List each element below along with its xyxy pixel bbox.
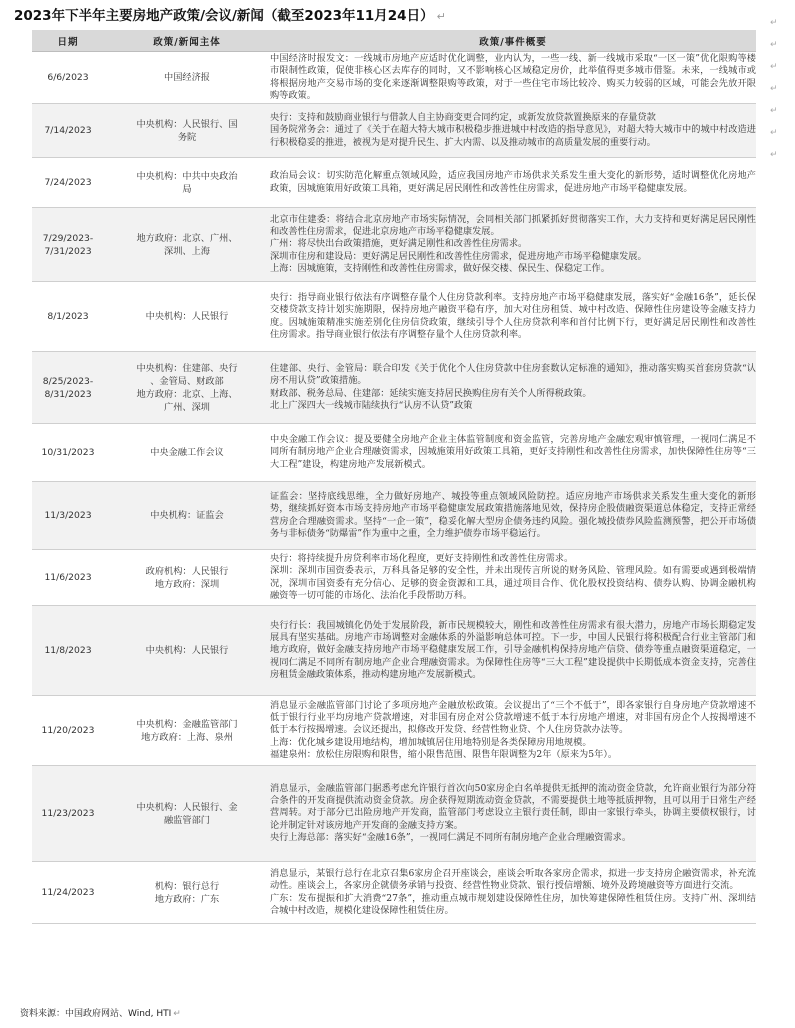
summary-paragraph: 央行行长：我国城镇化仍处于发展阶段，新市民规模较大，刚性和改善性住房需求有很大潜力，房地产市场长期稳定发展具有坚实基础。房地产市场调整对金融体系的外溢影响总体可控。下一步，中国人民银行将积极配合行业主管部门和地方政府，做好金融支持房地产市场平稳健康发展工作，引导金融机构保持房地产信贷、债券等重点融资渠道稳定，一视同仁满足不同所有制房地产企业合理融资需求。为保障性住房等“三大工程”建设提供中长期低成本资金支持，完善住房租赁金融政策体系，推动构建房地产发展新模式。 xyxy=(270,619,756,680)
paragraph-mark-icon: ↵ xyxy=(436,10,446,23)
table-row xyxy=(32,482,756,550)
summary-paragraph: 上海：因城施策，支持刚性和改善性住房需求，做好保交楼、保民生、保稳定工作。 xyxy=(270,262,610,274)
entity-text: 务院 xyxy=(177,131,197,143)
summary-paragraph: 住建部、央行、金管局：联合印发《关于优化个人住房贷款中住房套数认定标准的通知》，推动落实购买首套房贷款“认房不用认贷”政策措施。 xyxy=(270,363,756,387)
date-text: 11/23/2023 xyxy=(41,808,95,819)
entity-text: 地方政府：深圳 xyxy=(154,578,220,590)
summary-paragraph: 政治局会议：切实防范化解重点领域风险，适应我国房地产市场供求关系发生重大变化的新形势，适时调整优化房地产政策，因城施策用好政策工具箱，更好满足居民刚性和改善性住房需求，促进房地产市场平稳健康发展。 xyxy=(270,170,756,194)
summary-cell xyxy=(270,862,756,924)
date-text: 10/31/2023 xyxy=(41,447,95,458)
summary-cell xyxy=(270,208,756,282)
entity-text: 中央机构：中共中央政治 xyxy=(136,170,238,182)
entity-cell xyxy=(104,352,270,424)
date-text: 7/29/2023- xyxy=(42,232,94,244)
entity-text: 中央机构：金融监管部门 xyxy=(136,718,238,730)
summary-cell xyxy=(270,282,756,352)
summary-cell xyxy=(270,766,756,862)
summary-paragraph: 央行：将持续提升房贷利率市场化程度，更好支持刚性和改善性住房需求。 xyxy=(270,553,574,565)
date-cell xyxy=(32,158,104,208)
entity-text: 广州、深圳 xyxy=(164,401,210,413)
summary-cell xyxy=(270,104,756,158)
summary-paragraph: 国务院常务会：通过了《关于在超大特大城市积极稳步推进城中村改造的指导意见》，对超大特大城市中的城中村改造进行积极稳妥的推进，被视为是对提升民生、扩大内需、以及推动城市的高质量发展的重要行动。 xyxy=(270,124,756,148)
entity-cell xyxy=(104,482,270,550)
paragraph-mark-icon: ↵ xyxy=(770,106,778,116)
table-row xyxy=(32,862,756,924)
table-row xyxy=(32,550,756,606)
summary-cell xyxy=(270,482,756,550)
entity-cell xyxy=(104,862,270,924)
entity-text: 政府机构：人民银行 xyxy=(145,565,229,577)
table-row xyxy=(32,52,756,104)
column-header-summary: 政策/事件概要 xyxy=(270,30,756,52)
date-text: 7/24/2023 xyxy=(44,177,92,188)
summary-paragraph: 深圳：深圳市国资委表示，万科具备足够的安全性，并未出现传言所说的财务风险、管理风险。如有需要或遇到极端情况，深圳市国资委有充分信心、足够的资金资源和工具，通过项目合作、优化股权投资结构、债券认购、协调金融机构融资等一切可能的市场化、法治化手段帮助万科。 xyxy=(270,565,756,601)
date-cell xyxy=(32,104,104,158)
summary-paragraph: 央行：指导商业银行依法有序调整存量个人住房贷款利率。支持房地产市场平稳健康发展，落实好“金融16条”，延长保交楼贷款支持计划实施期限，保持房地产融资平稳有序，加大对住房租赁、城中村改造、保障性住房建设等金融支持力度。因城施策精准实施差别化住房信贷政策，继续引导个人住房贷款利率和首付比例下行，更好满足居民刚性和改善性住房需求。指导商业银行依法有序调整存量个人住房贷款利率。 xyxy=(270,292,756,340)
paragraph-mark-icon: ↵ xyxy=(770,62,778,72)
summary-paragraph: 中国经济时报发文：一线城市房地产应适时优化调整，业内认为，一些一线、新一线城市采取“一区一策”优化限购等楼市限制性政策，促使非核心区去库存的同时，又不影响核心区域稳定房价，此举值得更多城市借鉴。未来，一线城市或将根据房地产交易市场的变化来逐渐调整限购等政策，对于一些住宅市场比较冷、购买力较弱的区域，可能会先放开限购等政策。 xyxy=(270,53,756,101)
summary-cell xyxy=(270,158,756,208)
summary-paragraph: 消息显示，金融监管部门据悉考虑允许银行首次向50家房企白名单提供无抵押的流动资金贷款，允许商业银行为部分符合条件的开发商提供流动资金贷款。房企获得短期流动资金贷款，不需要提供土地等抵质押物，且可以用于日常生产经营周转。对于部分已出险房地产开发商，监管部门考虑设立主银行责任制，即由一家银行牵头，协调主要债权银行，讨论并制定针对该房地产开发商的金融支持方案。 xyxy=(270,782,756,831)
paragraph-mark-icon: ↵ xyxy=(770,18,778,28)
entity-cell xyxy=(104,606,270,696)
entity-text: 深圳、上海 xyxy=(164,245,210,257)
entity-cell xyxy=(104,208,270,282)
date-cell xyxy=(32,696,104,766)
summary-cell xyxy=(270,696,756,766)
date-cell xyxy=(32,550,104,606)
entity-text: 融监管部门 xyxy=(164,814,210,826)
date-text: 6/6/2023 xyxy=(47,72,89,83)
summary-paragraph: 央行上海总部：落实好“金融16条”，一视同仁满足不同所有制房地产企业合理融资需求。 xyxy=(270,831,632,843)
entity-cell xyxy=(104,52,270,104)
table-header-row xyxy=(32,30,756,52)
date-text: 11/8/2023 xyxy=(44,645,92,656)
entity-text: 中央金融工作会议 xyxy=(150,447,224,458)
entity-text: 、金管局、财政部 xyxy=(150,375,224,387)
entity-cell xyxy=(104,104,270,158)
date-text: 7/31/2023 xyxy=(44,245,92,257)
summary-paragraph: 财政部、税务总局、住建部：延续实施支持居民换购住房有关个人所得税政策。 xyxy=(270,387,592,399)
date-cell xyxy=(32,282,104,352)
entity-text: 中央机构：人民银行 xyxy=(145,311,229,322)
paragraph-mark-icon: ↵ xyxy=(770,128,778,138)
date-text: 11/6/2023 xyxy=(44,572,92,583)
entity-text: 中国经济报 xyxy=(164,72,210,83)
paragraph-mark-icon: ↵ xyxy=(770,40,778,50)
entity-cell xyxy=(104,282,270,352)
date-cell xyxy=(32,862,104,924)
entity-text: 中央机构：人民银行 xyxy=(145,645,229,656)
column-header-entity: 政策/新闻主体 xyxy=(104,30,270,52)
entity-cell xyxy=(104,550,270,606)
summary-paragraph: 上海：优化城乡建设用地结构，增加城镇居住用地特别是各类保障房用地规模。 xyxy=(270,736,592,748)
date-cell xyxy=(32,606,104,696)
date-text: 8/1/2023 xyxy=(47,311,89,322)
summary-paragraph: 广东：发布提振和扩大消费“27条”，推动重点城市规划建设保障性住房，加快筹建保障性租赁住房。支持广州、深圳结合城中村改造，规模化建设保障性租赁住房。 xyxy=(270,892,756,916)
entity-text: 地方政府：北京、上海、 xyxy=(136,388,238,400)
table-row xyxy=(32,766,756,862)
paragraph-mark-icon: ↵ xyxy=(770,84,778,94)
paragraph-mark-icon: ↵ xyxy=(770,150,778,160)
summary-paragraph: 深圳市住房和建设局：更好满足居民刚性和改善性住房需求，促进房地产市场平稳健康发展。 xyxy=(270,250,647,262)
entity-cell xyxy=(104,424,270,482)
summary-cell xyxy=(270,52,756,104)
summary-paragraph: 北上广深四大一线城市陆续执行“认房不认贷”政策 xyxy=(270,399,473,411)
source-note: 资料来源：中国政府网站、Wind, HTI ↵ xyxy=(20,1009,181,1019)
entity-cell xyxy=(104,766,270,862)
summary-cell xyxy=(270,424,756,482)
table-row xyxy=(32,424,756,482)
entity-text: 中央机构：人民银行、金 xyxy=(136,801,238,813)
summary-cell xyxy=(270,352,756,424)
summary-paragraph: 消息显示金融监管部门讨论了多项房地产金融放松政策。会议提出了“三个不低于”，即各家银行自身房地产贷款增速不低于银行行业平均房地产贷款增速，对非国有房企对公贷款增速不低于本行房地产增速，对非国有房企个人按揭增速不低于本行按揭增速。会议还提出，拟修改开发贷、经营性物业贷、个人住房贷款办法等。 xyxy=(270,699,756,736)
date-text: 7/14/2023 xyxy=(44,125,92,136)
date-text: 11/20/2023 xyxy=(41,725,95,736)
table-row xyxy=(32,352,756,424)
entity-text: 中央机构：证监会 xyxy=(150,510,224,521)
paragraph-mark-icon: ↵ xyxy=(173,1009,181,1019)
entity-text: 地方政府：北京、广州、 xyxy=(136,232,238,244)
summary-paragraph: 中央金融工作会议：提及要健全房地产企业主体监管制度和资金监管，完善房地产金融宏观审慎管理，一视同仁满足不同所有制房地产企业合理融资需求，因城施策用好政策工具箱，更好支持刚性和改善性住房需求，加快保障性住房等“三大工程”建设，构建房地产发展新模式。 xyxy=(270,434,756,470)
date-text: 11/3/2023 xyxy=(44,510,92,521)
entity-text: 机构：银行总行 xyxy=(154,880,220,892)
summary-cell xyxy=(270,606,756,696)
entity-text: 中央机构：人民银行、国 xyxy=(136,118,238,130)
table-row xyxy=(32,606,756,696)
date-cell xyxy=(32,208,104,282)
date-cell xyxy=(32,766,104,862)
summary-paragraph: 央行：支持和鼓励商业银行与借款人自主协商变更合同约定，或新发放贷款置换原来的存量贷款 xyxy=(270,112,656,124)
policy-table xyxy=(32,30,756,924)
date-cell xyxy=(32,482,104,550)
column-header-date: 日期 xyxy=(32,30,104,52)
date-cell xyxy=(32,424,104,482)
entity-text: 局 xyxy=(182,183,192,195)
date-cell xyxy=(32,352,104,424)
table-row xyxy=(32,208,756,282)
table-row xyxy=(32,104,756,158)
date-text: 8/31/2023 xyxy=(44,388,92,400)
entity-cell xyxy=(104,696,270,766)
summary-paragraph: 证监会：坚持底线思维，全力做好房地产、城投等重点领域风险防控。适应房地产市场供求关系发生重大变化的新形势，继续抓好资本市场支持房地产市场平稳健康发展政策措施落地见效，保持房企股债融资渠道总体稳定，支持正常经营房企合理融资需求。坚持“一企一策”，稳妥化解大型房企债务违约风险。强化城投债券风险监测预警，把公开市场债务与非标债务“防爆雷”作为重中之重，全力维护债券市场平稳运行。 xyxy=(270,491,756,539)
summary-cell xyxy=(270,550,756,606)
entity-cell xyxy=(104,158,270,208)
entity-text: 地方政府：广东 xyxy=(154,893,220,905)
table-row xyxy=(32,158,756,208)
table-row xyxy=(32,282,756,352)
summary-paragraph: 消息显示，某银行总行在北京召集6家房企召开座谈会，座谈会听取各家房企需求，拟进一步支持房企融资需求，补充流动性。座谈会上，各家房企就债务承销与投资、经营性物业贷款、银行授信增额、境外及跨境融资等方面进行交流。 xyxy=(270,868,756,892)
date-text: 8/25/2023- xyxy=(42,375,94,387)
summary-paragraph: 福建泉州：放松住房限购和限售，缩小限售范围、限售年限调整为2年（原来为5年）。 xyxy=(270,748,618,760)
page-title: 2023年下半年主要房地产政策/会议/新闻（截至2023年11月24日） ↵ xyxy=(14,8,446,24)
date-cell xyxy=(32,52,104,104)
date-text: 11/24/2023 xyxy=(41,887,95,898)
table-row xyxy=(32,696,756,766)
entity-text: 中央机构：住建部、央行 xyxy=(136,362,238,374)
entity-text: 地方政府：上海、泉州 xyxy=(141,731,233,743)
summary-paragraph: 北京市住建委：将结合北京房地产市场实际情况，会同相关部门抓紧抓好贯彻落实工作，大力支持和更好满足居民刚性和改善性住房需求，促进北京房地产市场平稳健康发展。 xyxy=(270,213,756,238)
summary-paragraph: 广州：将尽快出台政策措施，更好满足刚性和改善性住房需求。 xyxy=(270,238,528,250)
